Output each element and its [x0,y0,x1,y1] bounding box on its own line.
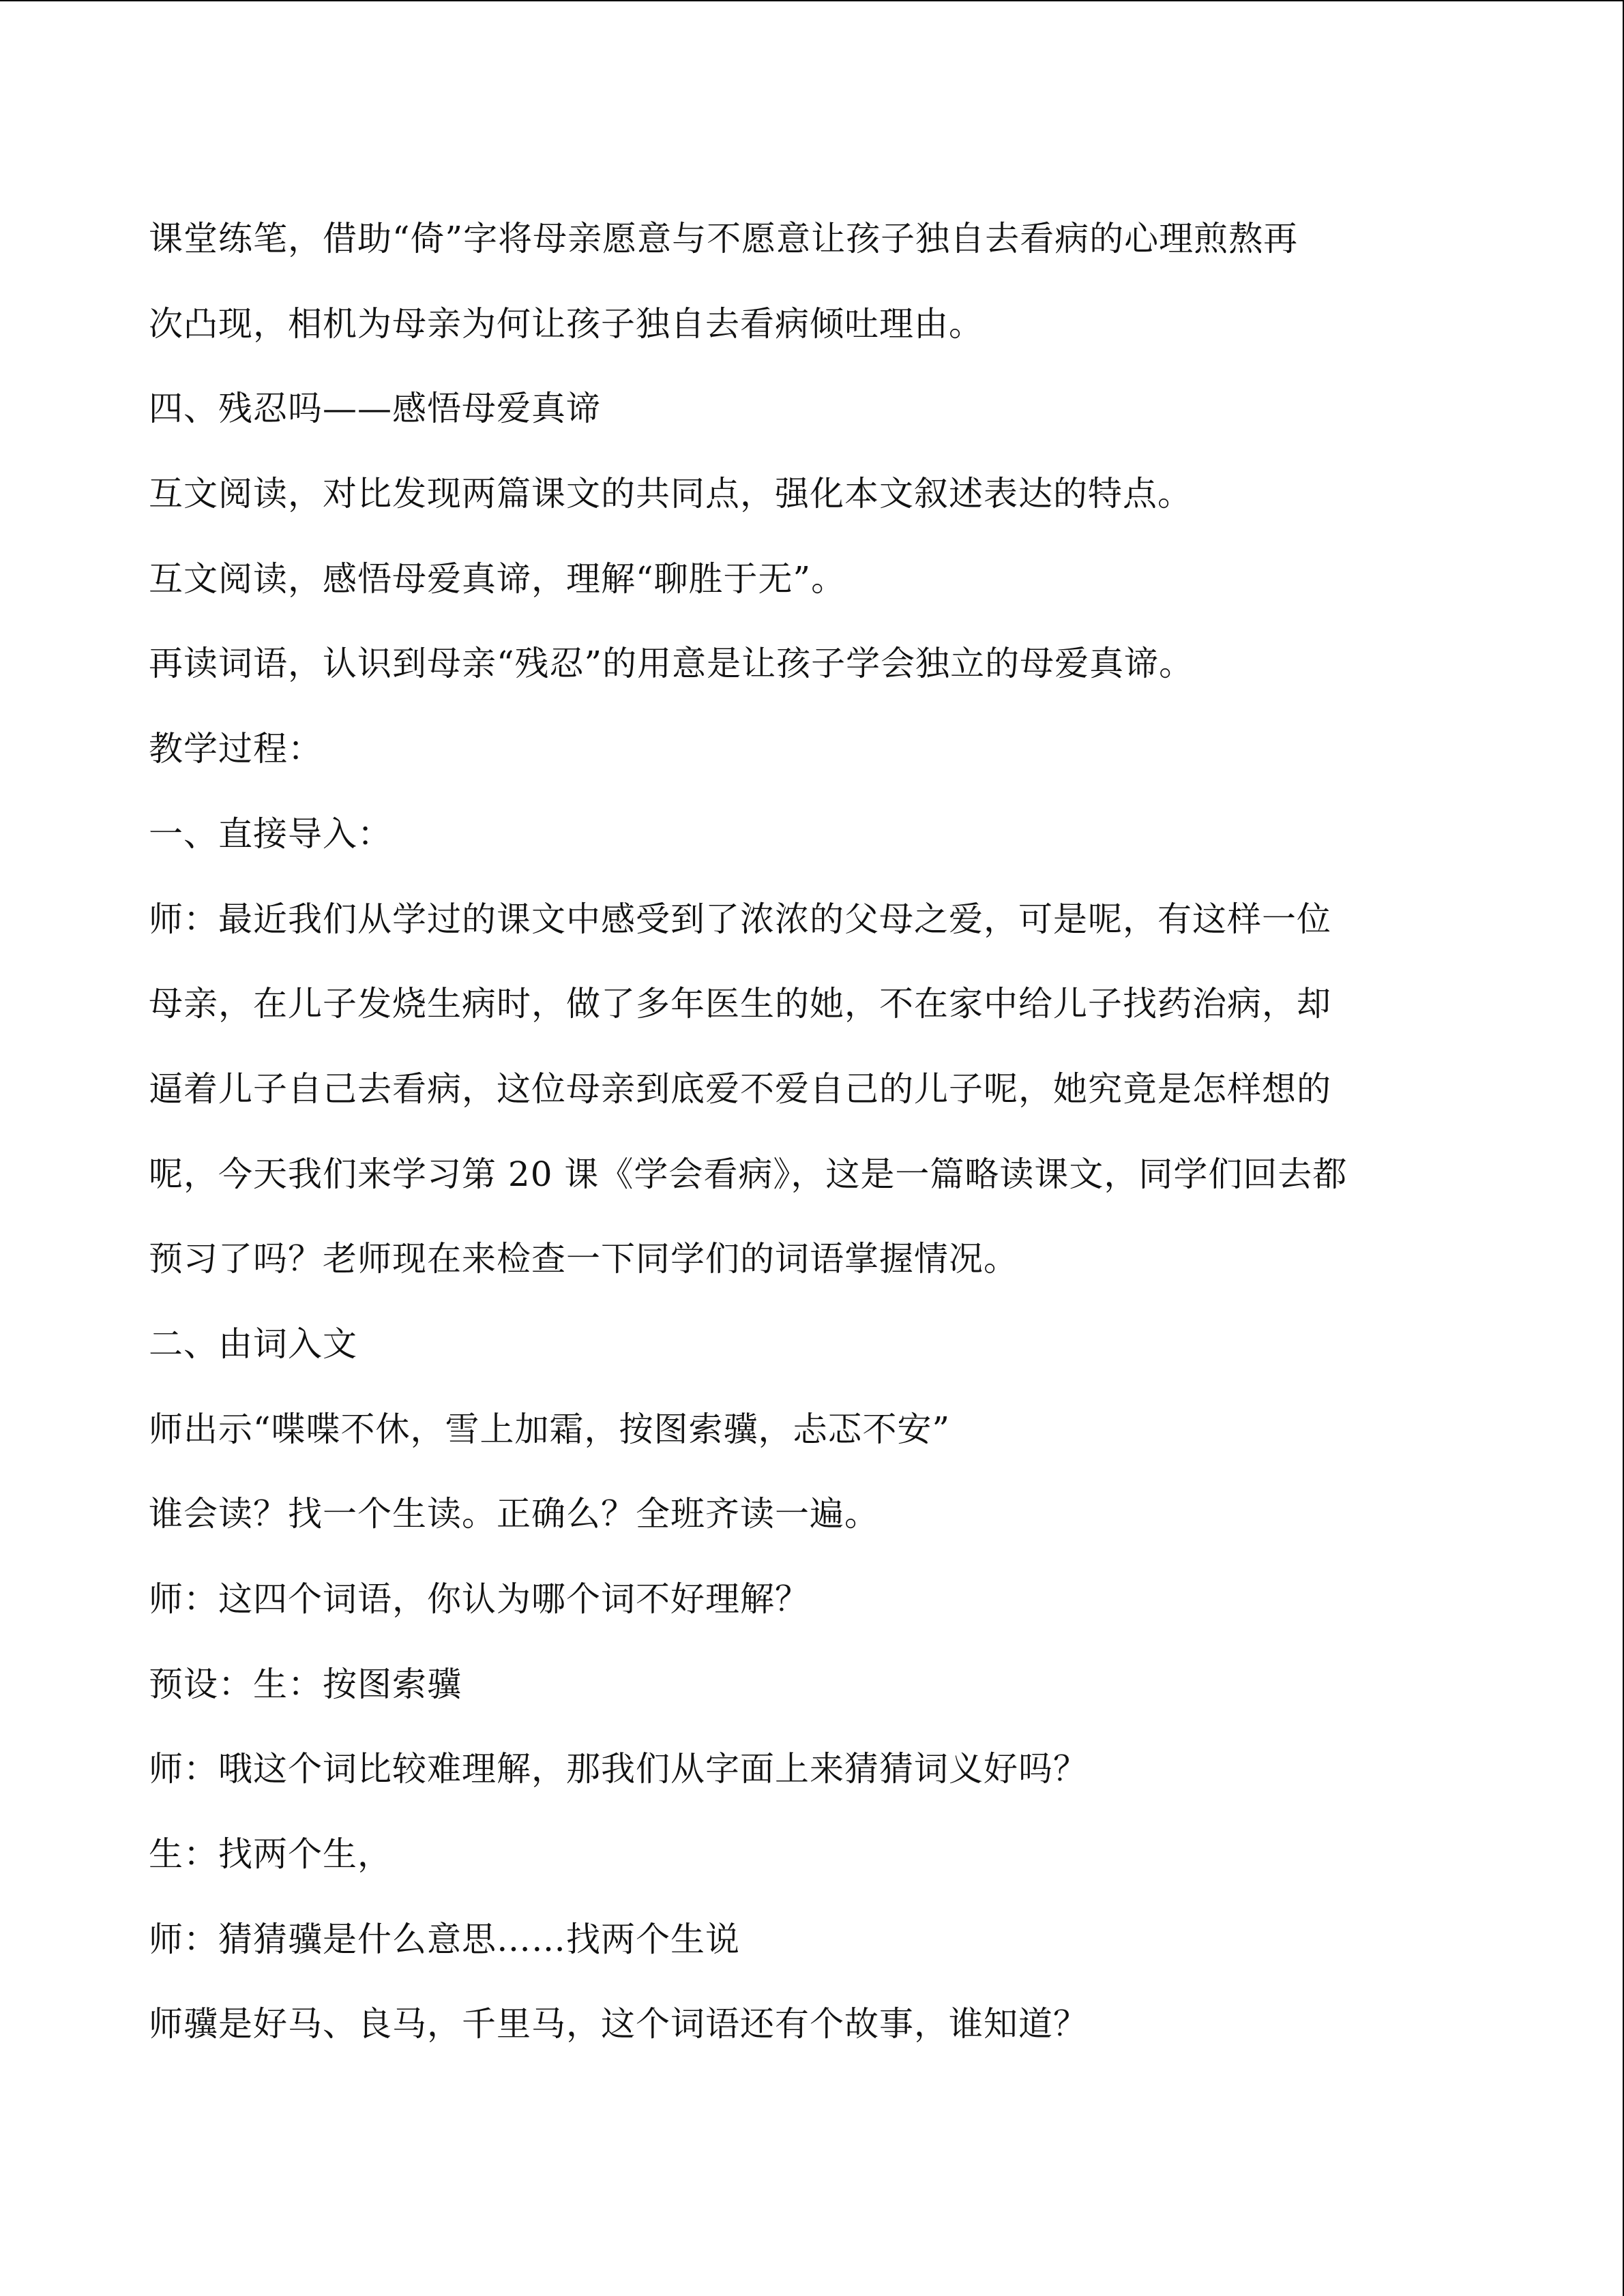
section-heading: 二、由词入文 [149,1324,357,1364]
text-line: 生：找两个生， [149,1834,392,1875]
document-body [149,210,1451,2081]
text-line: 互文阅读，感悟母爱真谛，理解“聊胜于无”。 [149,558,846,599]
text-line: 师：哦这个词比较难理解，那我们从字面上来猜猜词义好吗？ [149,1749,1088,1789]
text-line: 预习了吗？老师现在来检查一下同学们的词语掌握情况。 [149,1239,1018,1279]
text-line: 师：最近我们从学过的课文中感受到了浓浓的父母之爱，可是呢，有这样一位 [149,899,1331,939]
text-line: 课堂练笔，借助“倚”字将母亲愿意与不愿意让孩子独自去看病的心理煎熬再 [149,219,1299,258]
text-line: 预设：生：按图索骥 [149,1664,462,1704]
text-line: 互文阅读，对比发现两篇课文的共同点，强化本文叙述表达的特点。 [149,474,1192,514]
text-line: 次凸现，相机为母亲为何让孩子独自去看病倾吐理由。 [149,303,984,344]
section-heading: 教学过程： [149,729,323,769]
text-line: 师出示“喋喋不休，雪上加霜，按图索骥，忐忑不安” [149,1409,951,1449]
section-heading: 四、残忍吗——感悟母爱真谛 [149,389,601,429]
text-line: 师骥是好马、良马，千里马，这个词语还有个故事，谁知道？ [149,2004,1088,2044]
text-line: 再读词语，认识到母亲“残忍”的用意是让孩子学会独立的母爱真谛。 [149,644,1194,684]
text-line: 师：猜猜骥是什么意思……找两个生说 [149,1919,740,1959]
text-line: 谁会读？找一个生读。正确么？全班齐读一遍。 [149,1494,879,1534]
text-line: 师：这四个词语，你认为哪个词不好理解？ [149,1579,810,1619]
text-line: 呢，今天我们来学习第 20 课《学会看病》，这是一篇略读课文，同学们回去都 [149,1154,1348,1194]
section-heading: 一、直接导入： [149,814,392,854]
text-line: 母亲，在儿子发烧生病时，做了多年医生的她，不在家中给儿子找药治病，却 [149,984,1331,1024]
text-line: 逼着儿子自己去看病，这位母亲到底爱不爱自己的儿子呢，她究竟是怎样想的 [149,1069,1331,1109]
